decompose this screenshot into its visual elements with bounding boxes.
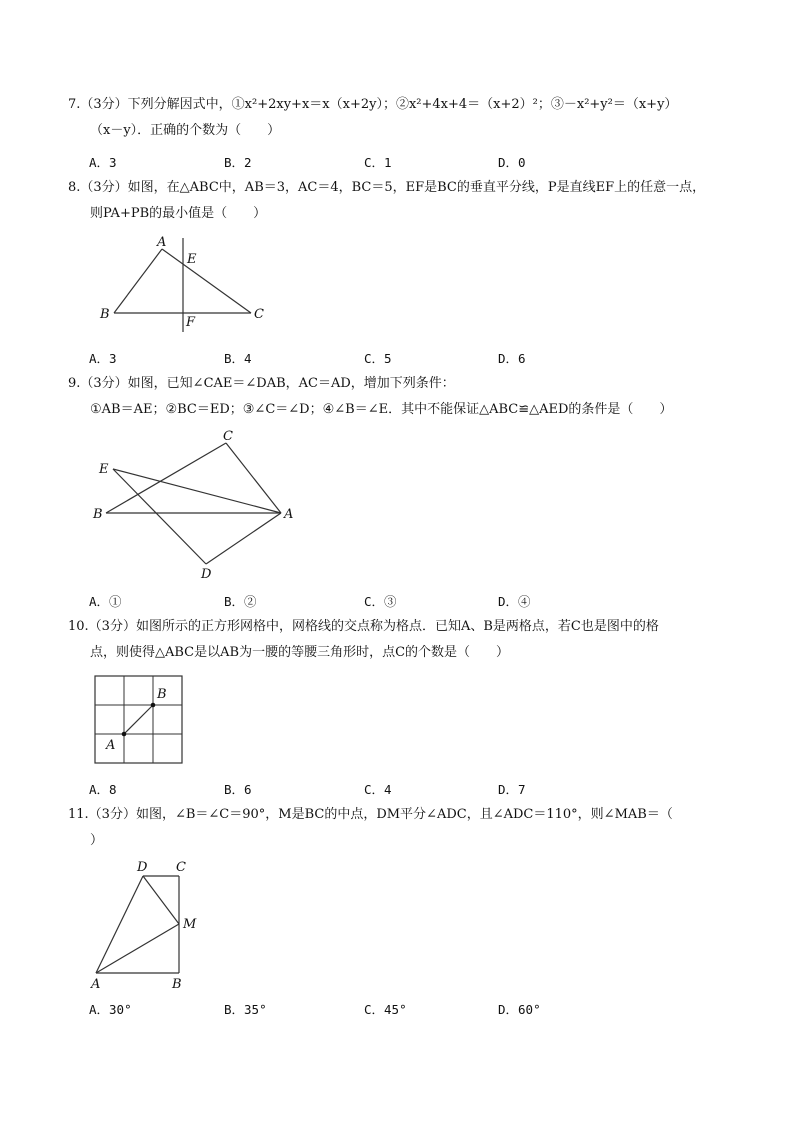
- option-c[interactable]: C．1: [364, 155, 392, 170]
- option-c[interactable]: C．5: [364, 351, 392, 366]
- label-c: C: [176, 860, 186, 875]
- option-d[interactable]: D．6: [498, 351, 526, 366]
- label-e: E: [99, 462, 109, 477]
- label-b: B: [172, 977, 182, 992]
- option-c[interactable]: C．③: [364, 594, 397, 609]
- option-b[interactable]: B．35°: [224, 1002, 267, 1017]
- label-a: A: [106, 738, 116, 753]
- question-11-stem-line1: 11.（3分）如图，∠B＝∠C＝90°，M是BC的中点，DM平分∠ADC，且∠ADC＝110°，则∠MAB＝（: [68, 807, 673, 822]
- question-11-options: [89, 1000, 689, 1020]
- option-a[interactable]: A．3: [89, 351, 117, 366]
- label-a: A: [284, 507, 294, 522]
- label-m: M: [183, 917, 197, 932]
- label-d: D: [201, 567, 212, 582]
- option-a[interactable]: A．8: [89, 782, 117, 797]
- question-7-stem-line2: （x－y）．正确的个数为（ ）: [90, 123, 281, 138]
- option-a[interactable]: A．3: [89, 155, 117, 170]
- label-a: A: [91, 977, 101, 992]
- option-d[interactable]: D．7: [498, 782, 526, 797]
- question-8-stem-line2: 则PA+PB的最小值是（ ）: [90, 206, 267, 221]
- option-d[interactable]: D．60°: [498, 1002, 541, 1017]
- label-f: F: [186, 315, 196, 330]
- label-a: A: [157, 235, 167, 250]
- question-8-stem-line1: 8.（3分）如图，在△ABC中，AB＝3，AC＝4，BC＝5，EF是BC的垂直平分线，P是直线EF上的任意一点，: [68, 180, 706, 195]
- question-11-stem-line2: ）: [90, 833, 104, 848]
- option-b[interactable]: B．6: [224, 782, 252, 797]
- question-10-stem-line1: 10.（3分）如图所示的正方形网格中，网格线的交点称为格点．已知A、B是两格点，若C也是图中的格: [68, 619, 659, 634]
- option-b[interactable]: B．②: [224, 594, 257, 609]
- option-a[interactable]: A．30°: [89, 1002, 132, 1017]
- label-b: B: [93, 507, 103, 522]
- label-e: E: [187, 252, 197, 267]
- option-b[interactable]: B．4: [224, 351, 252, 366]
- label-c: C: [254, 307, 264, 322]
- question-10-stem-line2: 点，则使得△ABC是以AB为一腰的等腰三角形时，点C的个数是（ ）: [90, 645, 510, 660]
- question-9-stem-line1: 9.（3分）如图，已知∠CAE＝∠DAB，AC＝AD，增加下列条件：: [68, 376, 455, 391]
- option-d[interactable]: D．0: [498, 155, 526, 170]
- question-7-stem-line1: 7.（3分）下列分解因式中，①x²+2xy+x＝x（x+2y）；②x²+4x+4＝（x+2）²；③－x²+y²＝（x+y）: [68, 97, 678, 112]
- label-b: B: [157, 687, 167, 702]
- option-c[interactable]: C．45°: [364, 1002, 407, 1017]
- option-c[interactable]: C．4: [364, 782, 392, 797]
- option-b[interactable]: B．2: [224, 155, 252, 170]
- label-d: D: [137, 860, 148, 875]
- label-c: C: [223, 429, 233, 444]
- option-a[interactable]: A．①: [89, 594, 122, 609]
- question-9-stem-line2: ①AB＝AE；②BC＝ED；③∠C＝∠D；④∠B＝∠E．其中不能保证△ABC≌△AED的条件是（ ）: [90, 402, 673, 417]
- option-d[interactable]: D．④: [498, 594, 531, 609]
- label-b: B: [100, 307, 110, 322]
